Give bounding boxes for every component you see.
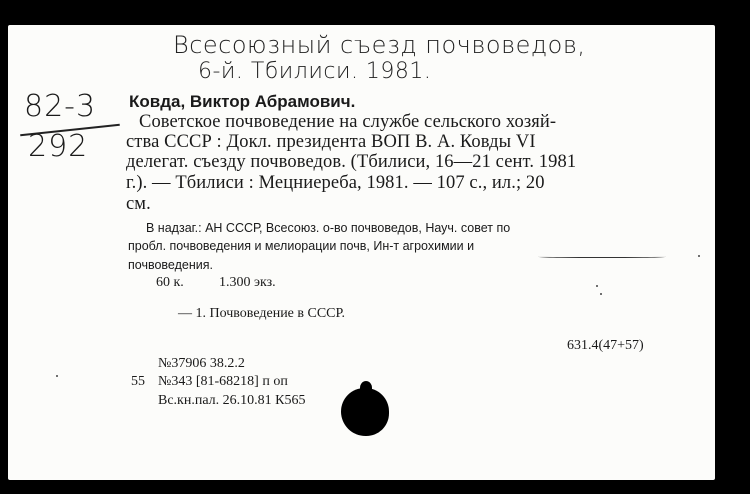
- call-number-top: 82-3: [24, 89, 97, 124]
- handwritten-heading-line2: 6-й. Тбилиси. 1981.: [198, 59, 432, 84]
- description-line: делегат. съезду почвоведов. (Тбилиси, 16—21 сент. 1981: [126, 152, 577, 172]
- speck: [596, 285, 598, 287]
- description-line: ства СССР : Докл. президента ВОП В. А. Ковды VI: [126, 132, 536, 152]
- price: 60 к.: [156, 275, 184, 290]
- handwritten-underline: [538, 255, 666, 258]
- classification-index: 631.4(47+57): [567, 338, 644, 353]
- speck: [56, 375, 58, 377]
- book-chamber-line: Вс.кн.пал. 26.10.81 К565: [158, 393, 306, 408]
- speck: [600, 293, 602, 295]
- registration-line: №343 [81-68218] п оп: [158, 374, 288, 389]
- description-line: см.: [126, 194, 151, 214]
- ink-blot: [341, 388, 389, 436]
- note-line: пробл. почвоведения и мелиорации почв, Ин-т агрохимии и: [128, 239, 475, 253]
- subject-heading: — 1. Почвоведение в СССР.: [178, 306, 346, 321]
- handwritten-heading-line1: Всесоюзный съезд почвоведов,: [173, 31, 586, 59]
- note-line: В надзаг.: АН СССР, Всесоюз. о-во почвоведов, Науч. совет по: [146, 221, 511, 235]
- call-number-bottom: 292: [28, 129, 89, 164]
- bottom-prefix: 55: [131, 374, 145, 389]
- author-heading: Ковда, Виктор Абрамович.: [129, 92, 356, 111]
- speck: [698, 255, 700, 257]
- record-number: №37906 38.2.2: [158, 356, 245, 371]
- copies-count: 1.300 экз.: [219, 275, 276, 290]
- description-line: Советское почвоведение на службе сельского хозяй-: [139, 112, 557, 132]
- catalog-card: [8, 25, 715, 480]
- description-line: г.). — Тбилиси : Мецниереба, 1981. — 107 с., ил.; 20: [126, 173, 545, 193]
- note-line: почвоведения.: [128, 258, 213, 272]
